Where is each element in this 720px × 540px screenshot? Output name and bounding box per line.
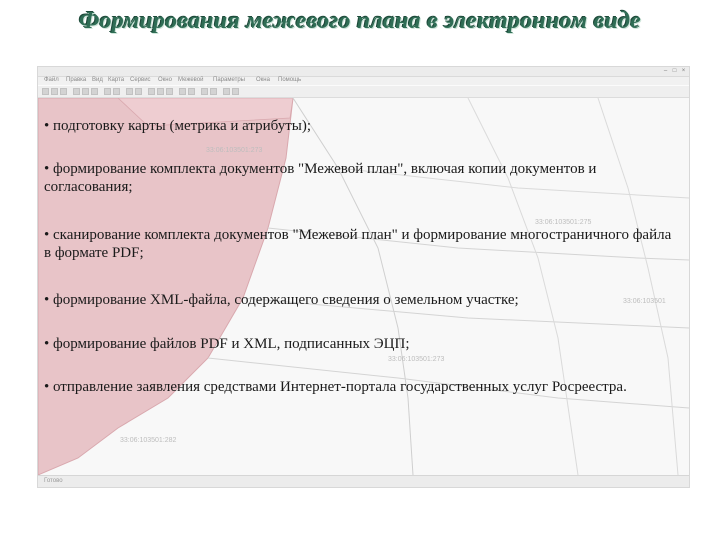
window-titlebar <box>38 67 689 77</box>
parcel-label: 33:06:103501 <box>623 298 666 305</box>
menu-windows[interactable]: Окна <box>256 77 270 83</box>
draw-tool-icon[interactable] <box>148 88 155 95</box>
slide-title: Формирования межевого плана в электронном виде <box>78 8 642 34</box>
print-tool-icon[interactable] <box>60 88 67 95</box>
measure-tool-icon[interactable] <box>113 88 120 95</box>
menu-boundary[interactable]: Межевой <box>178 77 204 83</box>
menu-help[interactable]: Помощь <box>278 77 302 83</box>
menu-file[interactable]: Файл <box>44 77 59 83</box>
bullet-item: • формирование XML-файла, содержащего сведения о земельном участке; <box>44 292 519 308</box>
redo-tool-icon[interactable] <box>210 88 217 95</box>
snap-tool-icon[interactable] <box>179 88 186 95</box>
map-canvas[interactable] <box>38 98 689 475</box>
menu-view[interactable]: Вид <box>92 77 103 83</box>
parcel-label: 33:06:103501:273 <box>206 147 263 154</box>
zoom-in-tool-icon[interactable] <box>73 88 80 95</box>
menu-window[interactable]: Окно <box>158 77 172 83</box>
zoom-out-tool-icon[interactable] <box>82 88 89 95</box>
parcel-label: 33:06:103501:273 <box>388 356 445 363</box>
info-tool-icon[interactable] <box>135 88 142 95</box>
menu-service[interactable]: Сервис <box>130 77 151 83</box>
status-bar <box>38 475 689 488</box>
parcel-label: 33:06:103501:282 <box>120 437 177 444</box>
boundary-line <box>468 98 578 475</box>
bullet-item: • сканирование комплекта документов "Межевой план" и формирование многостраничного файла в формате PDF; <box>44 227 672 261</box>
menu-map[interactable]: Карта <box>108 77 125 83</box>
bullet-item: • формирование комплекта документов "Межевой план", включая копии документов и согласования; <box>44 161 597 195</box>
bullet-item: • подготовку карты (метрика и атрибуты); <box>44 118 312 134</box>
undo-tool-icon[interactable] <box>201 88 208 95</box>
delete-tool-icon[interactable] <box>166 88 173 95</box>
menu-edit[interactable]: Правка <box>66 77 87 83</box>
minimize-icon[interactable]: – <box>663 68 668 74</box>
maximize-icon[interactable]: □ <box>672 68 677 74</box>
open-tool-icon[interactable] <box>42 88 49 95</box>
status-text: Готово <box>44 478 63 484</box>
boundary-line <box>598 98 678 475</box>
select-tool-icon[interactable] <box>104 88 111 95</box>
edit-tool-icon[interactable] <box>157 88 164 95</box>
layers-tool-icon[interactable] <box>126 88 133 95</box>
menu-bar <box>38 77 689 85</box>
save-tool-icon[interactable] <box>51 88 58 95</box>
toolbar <box>38 86 689 98</box>
grid-tool-icon[interactable] <box>188 88 195 95</box>
parcel-main <box>38 98 293 475</box>
boundary-line <box>293 98 413 475</box>
close-icon[interactable]: × <box>681 68 686 74</box>
parcel-label: 33:06:103501:275 <box>535 219 592 226</box>
refresh-tool-icon[interactable] <box>223 88 230 95</box>
pan-tool-icon[interactable] <box>91 88 98 95</box>
menu-parameters[interactable]: Параметры <box>213 77 245 83</box>
bullet-item: • отправление заявления средствами Интернет-портала государственных услуг Росреестра. <box>44 379 627 395</box>
export-tool-icon[interactable] <box>232 88 239 95</box>
bullet-item: • формирование файлов PDF и XML, подписанных ЭЦП; <box>44 336 410 352</box>
parcel-map <box>38 98 689 475</box>
